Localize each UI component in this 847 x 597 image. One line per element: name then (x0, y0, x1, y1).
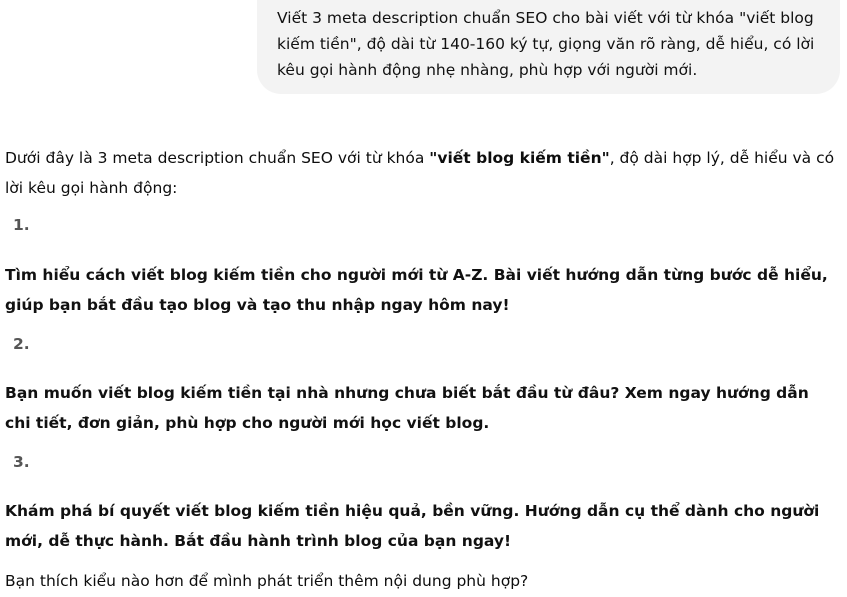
meta-description-3: Khám phá bí quyết viết blog kiếm tiền hiệu quả, bền vững. Hướng dẫn cụ thể dành cho người mới, dễ thực hành. Bắt đầu hành trình blog của bạn ngay! (5, 502, 820, 550)
intro-text-before: Dưới đây là 3 meta description chuẩn SEO với từ khóa (5, 149, 430, 167)
list-item-number: 2. (13, 335, 30, 353)
meta-description-2: Bạn muốn viết blog kiếm tiền tại nhà nhưng chưa biết bắt đầu từ đâu? Xem ngay hướng dẫn chi tiết, đơn giản, phù hợp cho người mới học viết blog. (5, 384, 809, 432)
response-intro (5, 143, 837, 203)
list-item-number: 3. (13, 453, 30, 471)
intro-keyword: "viết blog kiếm tiền" (429, 149, 610, 167)
list-item-number: 1. (13, 216, 30, 234)
meta-description-1: Tìm hiểu cách viết blog kiếm tiền cho người mới từ A-Z. Bài viết hướng dẫn từng bước dễ hiểu, giúp bạn bắt đầu tạo blog và tạo thu nhập ngay hôm nay! (5, 266, 828, 314)
response-closing-question: Bạn thích kiểu nào hơn để mình phát triển thêm nội dung phù hợp? (5, 572, 529, 590)
user-message-bubble (257, 0, 840, 94)
user-message-text: Viết 3 meta description chuẩn SEO cho bài viết với từ khóa "viết blog kiếm tiền", độ dài từ 140-160 ký tự, giọng văn rõ ràng, dễ hiểu, có lời kêu gọi hành động nhẹ nhàng, phù hợp với người mới. (277, 9, 815, 79)
intro-text-after: , độ dài hợp lý, dễ hiểu và có lời kêu gọi hành động: (5, 149, 835, 197)
